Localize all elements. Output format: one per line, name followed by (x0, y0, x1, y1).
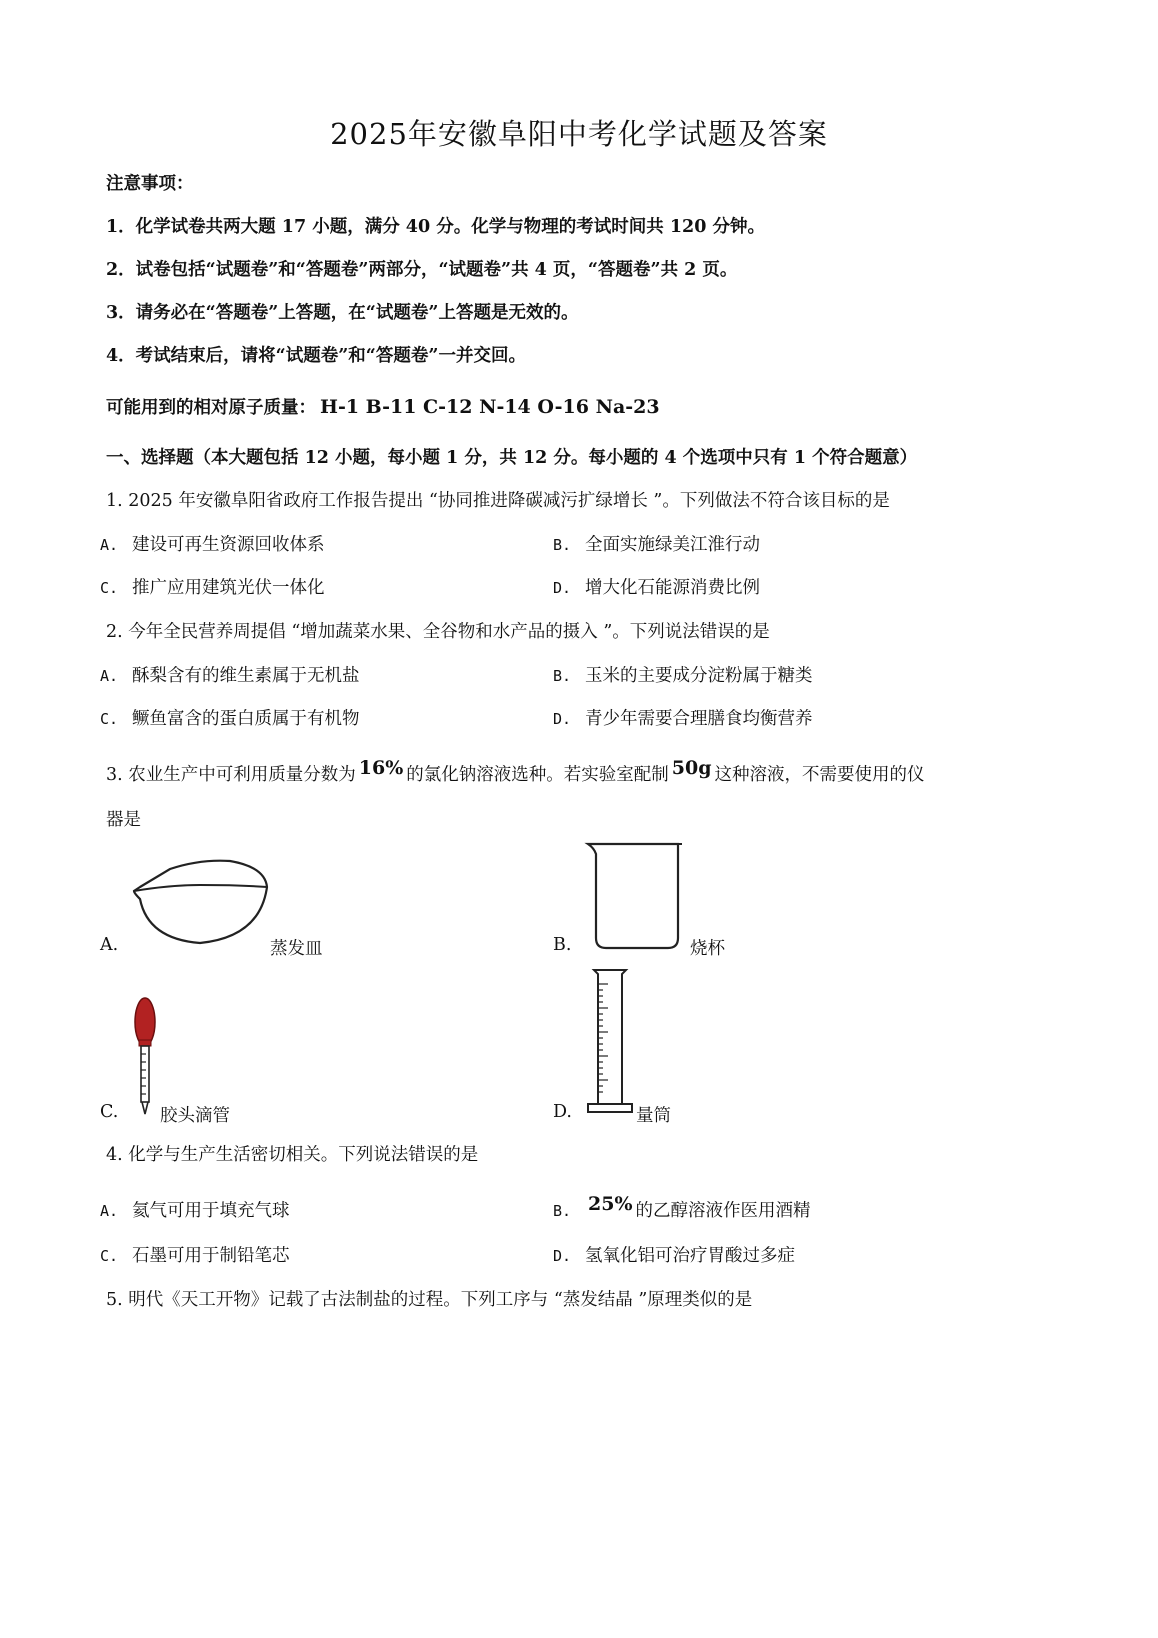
q1-option-c: C. 推广应用建筑光伏一体化 (100, 578, 325, 598)
notice-heading: 注意事项： (106, 174, 194, 194)
dropper-figure (130, 994, 160, 1118)
question-5-stem: 5. 明代《天工开物》记载了古法制盐的过程。下列工序与 “蒸发结晶 ”原理类似的是 (106, 1290, 753, 1310)
q1-option-a: A. 建设可再生资源回收体系 (100, 535, 325, 555)
section-heading: 一、选择题（本大题包括 12 小题，每小题 1 分，共 12 分。每小题的 4 个选项中只有 1 个符合题意） (106, 448, 918, 468)
atomic-masses-label: 可能用到的相对原子质量： (106, 398, 316, 418)
q2-option-b: B. 玉米的主要成分淀粉属于糖类 (553, 666, 813, 686)
q4-option-c: C. 石墨可用于制铅笔芯 (100, 1246, 290, 1266)
question-4-stem: 4. 化学与生产生活密切相关。下列说法错误的是 (106, 1145, 479, 1165)
question-1-stem: 1. 2025 年安徽阜阳省政府工作报告提出 “协同推进降碳减污扩绿增长 ”。下列做法不符合该目标的是 (106, 491, 890, 511)
q4-option-a: A. 氦气可用于填充气球 (100, 1201, 290, 1221)
q4-option-b: B. 25% 的乙醇溶液作医用酒精 (553, 1193, 811, 1221)
question-3-stem-cont: 器是 (106, 810, 141, 830)
q3-stem-part-1: 3. 农业生产中可利用质量分数为 (106, 765, 356, 785)
beaker-figure (582, 838, 688, 953)
q3-option-d-label: 量筒 (636, 1106, 671, 1126)
q3-option-a-letter: A. (100, 935, 119, 955)
notice-item-1: 1．化学试卷共两大题 17 小题，满分 40 分。化学与物理的考试时间共 120 分钟。 (106, 217, 765, 237)
notice-item-2: 2．试卷包括“试题卷”和“答题卷”两部分，“试题卷”共 4 页，“答题卷”共 2 页。 (106, 260, 738, 280)
q3-option-b-label: 烧杯 (690, 939, 725, 959)
evaporating-dish-figure (130, 855, 272, 947)
page-title: 2025年安徽阜阳中考化学试题及答案 (330, 117, 828, 151)
question-3-stem (106, 757, 925, 786)
q3-option-c-label: 胶头滴管 (160, 1106, 230, 1126)
q2-option-a: A. 酥梨含有的维生素属于无机盐 (100, 666, 360, 686)
q3-option-c-letter: C. (100, 1102, 119, 1122)
graduated-cylinder-figure (586, 966, 634, 1116)
q1-option-b: B. 全面实施绿美江淮行动 (553, 535, 760, 555)
q2-option-c: C. 鳜鱼富含的蛋白质属于有机物 (100, 709, 360, 729)
notice-item-4: 4．考试结束后，请将“试题卷”和“答题卷”一并交回。 (106, 346, 526, 366)
q4-option-d: D. 氢氧化铝可治疗胃酸过多症 (553, 1246, 795, 1266)
q3-option-d-letter: D. (553, 1102, 572, 1122)
q4-option-b-value: 25% (588, 1193, 633, 1215)
q1-option-d: D. 增大化石能源消费比例 (553, 578, 760, 598)
q3-stem-part-3: 这种溶液，不需要使用的仪 (714, 765, 925, 785)
q3-option-a-label: 蒸发皿 (270, 939, 323, 959)
q3-concentration: 16% (358, 757, 404, 779)
dropper-bulb (135, 998, 155, 1046)
question-2-stem: 2. 今年全民营养周提倡 “增加蔬菜水果、全谷物和水产品的摄入 ”。下列说法错误的是 (106, 622, 770, 642)
atomic-masses-values: H-1 B-11 C-12 N-14 O-16 Na-23 (320, 396, 660, 418)
atomic-masses (106, 394, 660, 419)
q3-option-b-letter: B. (553, 935, 572, 955)
q3-stem-part-2: 的氯化钠溶液选种。若实验室配制 (406, 765, 669, 785)
q2-option-d: D. 青少年需要合理膳食均衡营养 (553, 709, 813, 729)
notice-item-3: 3．请务必在“答题卷”上答题，在“试题卷”上答题是无效的。 (106, 303, 579, 323)
q3-mass: 50g (671, 757, 712, 779)
